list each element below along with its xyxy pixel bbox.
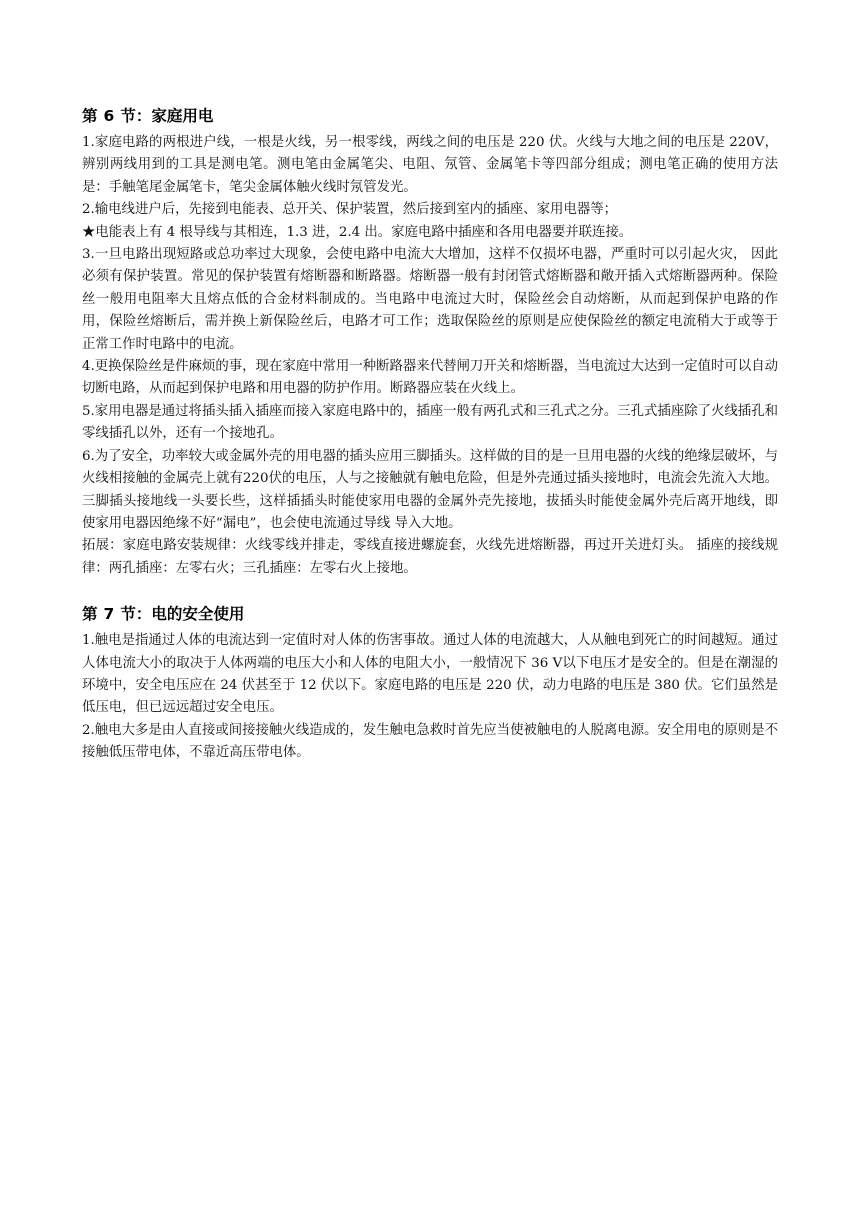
paragraph: 1.家庭电路的两根进户线，一根是火线，另一根零线，两线之间的电压是 220 伏。火线与大地之间的电压是 220V，辨别两线用到的工具是测电笔。测电笔由金属笔尖、电阻、氖管、金属笔卡等四部分组成；测电笔正确的使用方法是：手触笔尾金属笔卡，笔尖金属体触火线时氖管发光。 xyxy=(82,135,778,195)
paragraph: 拓展：家庭电路安装规律：火线零线并排走，零线直接进螺旋套，火线先进熔断器，再过开关进灯头。 插座的接线规律：两孔插座：左零右火；三孔插座：左零右火上接地。 xyxy=(82,538,778,576)
title-suffix: 节：家庭用电 xyxy=(120,107,214,125)
title-suffix: 节：电的安全使用 xyxy=(120,605,245,624)
paragraph: ★电能表上有 4 根导线与其相连，1.3 进，2.4 出。家庭电路中插座和各用电器要并联连接。 xyxy=(82,224,633,240)
section-title xyxy=(82,602,778,626)
section-electrical-safety xyxy=(82,602,778,764)
paragraph: 3.一旦电路出现短路或总功率过大现象，会使电路中电流大大增加，这样不仅损坏电器，严重时可以引起火灾， 因此必须有保护装置。常见的保护装置有熔断器和断路器。熔断器一般有封闭管式熔断器和敞开插入式熔断器两种。保险丝一般用电阻率大且熔点低的合金材料制成的。当电路中电流过大时，保险丝会自动熔断，从而起到保护电路的作用，保险丝熔断后，需并换上新保险丝后，电路才可工作；选取保险丝的原则是应使保险丝的额定电流稍大于或等于正常工作时电路中的电流。 xyxy=(82,247,778,352)
document-page xyxy=(82,104,778,765)
section-household-electricity xyxy=(82,104,778,580)
paragraph: 5.家用电器是通过将插头插入插座而接入家庭电路中的，插座一般有两孔式和三孔式之分。三孔式插座除了火线插孔和零线插孔以外，还有一个接地孔。 xyxy=(82,403,778,442)
paragraph: 2.输电线进户后，先接到电能表、总开关、保护装置，然后接到室内的插座、家用电器等； xyxy=(82,202,618,218)
title-prefix: 第 xyxy=(82,605,98,624)
title-number: 7 xyxy=(103,605,115,624)
paragraph: 2.触电大多是由人直接或间接接触火线造成的，发生触电急救时首先应当使被触电的人脱离电源。安全用电的原则是不接触低压带电体，不靠近高压带电体。 xyxy=(82,722,778,761)
title-number: 6 xyxy=(103,107,115,125)
paragraph: 4.更换保险丝是件麻烦的事，现在家庭中常用一种断路器来代替闸刀开关和熔断器，当电流过大达到一定值时可以自动切断电路，从而起到保护电路和用电器的防护作用。断路器应装在火线上。 xyxy=(82,359,778,397)
paragraph: 1.触电是指通过人体的电流达到一定值时对人体的伤害事故。通过人体的电流越大，人从触电到死亡的时间越短。通过人体电流大小的取决于人体两端的电压大小和人体的电阻大小，一般情况下 36 V以下电压才是安全的。但是在潮湿的环境中，安全电压应在 24 伏甚至于 12 伏以下。家庭电路的电压是 220 伏，动力电路的电压是 380 伏。它们虽然是低压电，但已远远超过安全电压。 xyxy=(82,633,778,716)
section-title xyxy=(82,104,778,128)
paragraph: 6.为了安全，功率较大或金属外壳的用电器的插头应用三脚插头。这样做的目的是一旦用电器的火线的绝缘层破坏，与火线相接触的金属壳上就有220伏的电压，人与之接触就有触电危险，但是外壳通过插头接地时，电流会先流入大地。三脚插头接地线一头要长些，这样插插头时能使家用电器的金属外壳先接地，拔插头时能使金属外壳后离开地线，即使家用电器因绝缘不好“漏电”，也会使电流通过导线 导入大地。 xyxy=(82,448,778,531)
title-prefix: 第 xyxy=(82,107,98,125)
